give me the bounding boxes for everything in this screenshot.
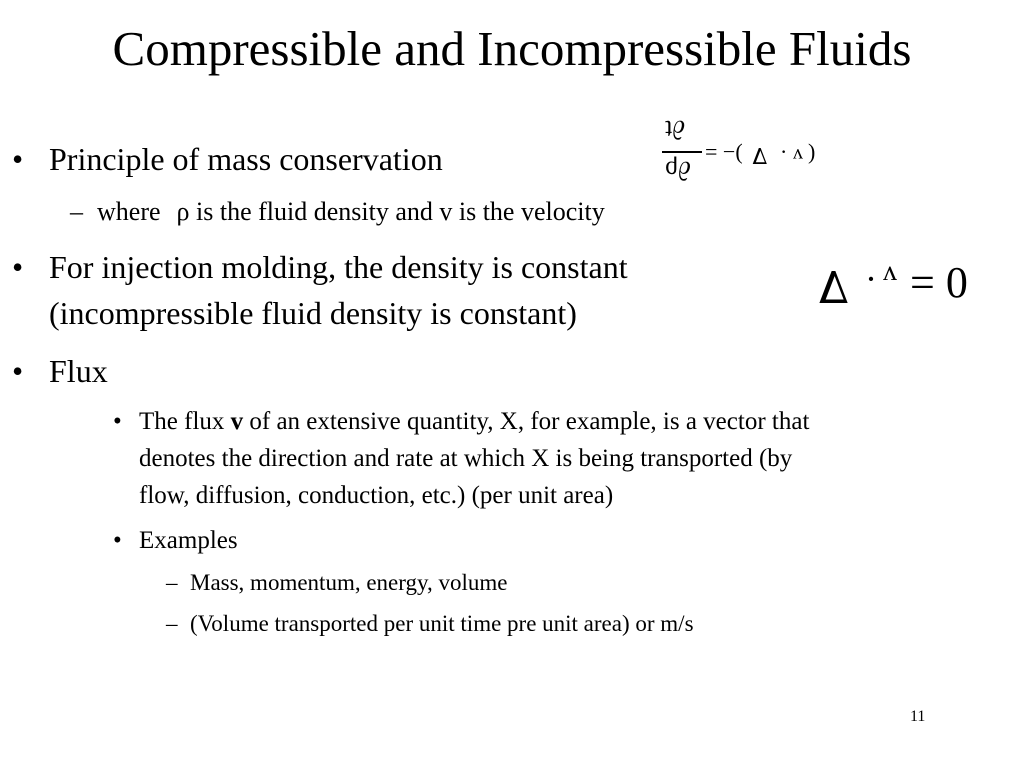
equation-rhs-suffix: ) bbox=[808, 139, 816, 164]
page-number: 11 bbox=[910, 708, 926, 725]
equals-zero: = 0 bbox=[910, 258, 968, 307]
flux-def-line-1: of an extensive quantity, X, for example, is a vector that bbox=[249, 408, 810, 435]
injection-line-2: (incompressible fluid density is constant) bbox=[49, 295, 577, 331]
dash-marker: – bbox=[166, 570, 178, 595]
dot-operator: · bbox=[865, 259, 877, 299]
bullet-marker: • bbox=[12, 141, 24, 177]
equation-numerator: ∂t bbox=[665, 115, 686, 144]
slide-title: Compressible and Incompressible Fluids bbox=[112, 21, 912, 76]
flux-def-line-3: flow, diffusion, conduction, etc.) (per unit area) bbox=[139, 482, 614, 509]
equation-rhs-prefix: = −( bbox=[705, 139, 743, 164]
bullet-marker: • bbox=[12, 353, 24, 389]
flux-def-prefix: The flux bbox=[139, 408, 225, 435]
flux-symbol-v: v bbox=[230, 408, 244, 435]
injection-line-1: For injection molding, the density is constant bbox=[49, 249, 628, 285]
dash-marker: – bbox=[70, 197, 83, 226]
density-velocity-text: is the fluid density and v is the velocity bbox=[196, 197, 605, 226]
flux-text: Flux bbox=[49, 353, 108, 389]
dot-operator: · bbox=[780, 139, 788, 164]
bullet-marker: • bbox=[113, 527, 122, 554]
flux-def-line-2: denotes the direction and rate at which X is being transported (by bbox=[139, 445, 793, 472]
incompressibility-equation bbox=[815, 255, 995, 315]
velocity-symbol: v bbox=[883, 260, 897, 291]
bullet-marker: • bbox=[113, 408, 122, 435]
continuity-equation bbox=[655, 112, 825, 192]
example-1-text: Mass, momentum, energy, volume bbox=[190, 570, 508, 595]
nabla-symbol: ∇ bbox=[818, 261, 849, 310]
fraction-bar bbox=[662, 151, 702, 153]
bullet-marker: • bbox=[12, 249, 24, 285]
examples-text: Examples bbox=[139, 527, 238, 554]
nabla-symbol: ∇ bbox=[752, 143, 768, 168]
bullet-text: Principle of mass conservation bbox=[49, 141, 443, 177]
equation-denominator: ∂ρ bbox=[665, 156, 691, 185]
where-word: where bbox=[97, 197, 161, 226]
velocity-symbol: v bbox=[793, 144, 803, 166]
rho-symbol: ρ bbox=[176, 197, 190, 226]
dash-marker: – bbox=[166, 611, 178, 636]
example-2-text: (Volume transported per unit time pre unit area) or m/s bbox=[190, 611, 694, 636]
